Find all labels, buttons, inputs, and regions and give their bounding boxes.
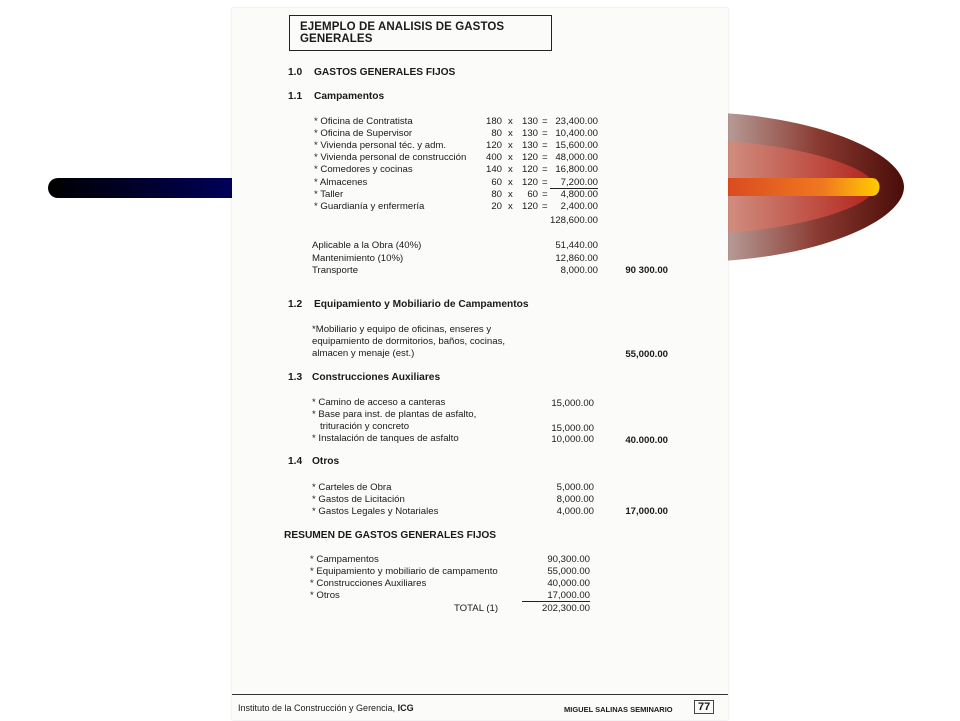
otros-total: 17,000.00: [625, 506, 668, 517]
campamentos-item-area: 60: [491, 176, 502, 188]
section-number-1-3: 1.3: [288, 372, 303, 383]
equals-sign: =: [542, 152, 548, 164]
campamentos-subtotal: 128,600.00: [549, 215, 598, 226]
campamentos-item-rate: 120: [521, 164, 538, 176]
campamentos-total: 90 300.00: [625, 265, 668, 276]
campamentos-item-rate: 130: [521, 140, 538, 152]
times-sign: x: [508, 140, 513, 152]
summary-item-value: 55,000.00: [547, 566, 590, 577]
construcciones-row-1: * Camino de acceso a canteras: [312, 397, 446, 408]
construcciones-total: 40.000.00: [625, 435, 668, 446]
construcciones-value-1: 15,000.00: [551, 398, 594, 409]
construcciones-row-4: * Instalación de tanques de asfalto: [312, 433, 459, 444]
times-sign: x: [508, 176, 513, 188]
campamentos-item-area: 400: [485, 152, 502, 164]
summary-item-name: * Construcciones Auxiliares: [310, 578, 427, 589]
equals-sign: =: [542, 128, 548, 140]
construcciones-row-2: * Base para inst. de plantas de asfalto,: [312, 409, 477, 420]
campamentos-item-area: 20: [491, 200, 502, 212]
section-number-1-4: 1.4: [288, 456, 303, 467]
otros-item-name: * Gastos Legales y Notariales: [312, 506, 439, 517]
footer-author: MIGUEL SALINAS SEMINARIO: [564, 705, 673, 714]
equals-sign: =: [542, 116, 548, 127]
equipamiento-total: 55,000.00: [625, 349, 668, 360]
section-number-1-0: 1.0: [288, 67, 303, 78]
otros-item-value: 4,000.00: [556, 506, 594, 517]
campamentos-item-name: * Oficina de Supervisor: [314, 128, 413, 140]
campamentos-extra-value: 8,000.00: [560, 265, 598, 276]
times-sign: x: [508, 152, 513, 164]
times-sign: x: [508, 164, 513, 176]
summary-title: RESUMEN DE GASTOS GENERALES FIJOS: [284, 530, 497, 541]
campamentos-extra-value: 12,860.00: [555, 252, 598, 264]
otros-item-value: 8,000.00: [556, 494, 594, 505]
summary-item-name: * Otros: [310, 590, 340, 601]
campamentos-item-value: 4,800.00: [560, 188, 598, 200]
campamentos-item-rate: 120: [521, 176, 538, 188]
construcciones-value-4: 10,000.00: [551, 434, 594, 445]
campamentos-item-area: 80: [491, 188, 502, 200]
equals-sign: =: [542, 164, 548, 176]
campamentos-item-value: 2,400.00: [560, 200, 598, 212]
campamentos-item-value: 48,000.00: [555, 152, 598, 164]
section-title-1-1: Campamentos: [314, 91, 385, 102]
equals-sign: =: [542, 176, 548, 188]
campamentos-item-rate: 120: [521, 152, 538, 164]
equals-sign: =: [542, 200, 548, 212]
campamentos-extra-name: Aplicable a la Obra (40%): [312, 240, 422, 251]
section-title-1-3: Construcciones Auxiliares: [312, 372, 441, 383]
campamentos-extra-name: Mantenimiento (10%): [312, 252, 404, 264]
equipamiento-line-2: equipamiento de dormitorios, baños, cocinas,: [312, 336, 506, 347]
page-number: 77: [694, 700, 714, 714]
campamentos-item-name: * Guardianía y enfermería: [314, 200, 425, 212]
otros-item-name: * Carteles de Obra: [312, 482, 392, 493]
campamentos-item-name: * Comedores y cocinas: [314, 164, 413, 176]
campamentos-extra-name: Transporte: [312, 265, 359, 276]
campamentos-item-name: * Almacenes: [314, 176, 368, 188]
campamentos-item-value: 16,800.00: [555, 164, 598, 176]
section-title-1-2: Equipamiento y Mobiliario de Campamentos: [314, 299, 529, 310]
campamentos-item-name: * Vivienda personal téc. y adm.: [314, 140, 447, 152]
times-sign: x: [508, 200, 513, 212]
campamentos-item-name: * Oficina de Contratista: [314, 116, 413, 127]
construcciones-value-3: 15,000.00: [551, 423, 594, 434]
campamentos-item-rate: 120: [521, 200, 538, 212]
construcciones-row-3: trituración y concreto: [320, 421, 410, 432]
section-title-1-4: Otros: [312, 456, 340, 467]
campamentos-item-area: 180: [485, 116, 502, 127]
campamentos-item-rate: 130: [521, 128, 538, 140]
campamentos-item-value: 7,200.00: [550, 177, 598, 189]
campamentos-item-rate: 130: [521, 116, 538, 127]
times-sign: x: [508, 128, 513, 140]
equipamiento-line-3: almacen y menaje (est.): [312, 348, 415, 359]
section-number-1-1: 1.1: [288, 91, 303, 102]
section-title-1-0: GASTOS GENERALES FIJOS: [314, 67, 456, 78]
document-page: [232, 8, 728, 720]
campamentos-item-area: 140: [485, 164, 502, 176]
summary-item-value: 90,300.00: [547, 554, 590, 565]
campamentos-item-area: 120: [485, 140, 502, 152]
section-number-1-2: 1.2: [288, 299, 303, 310]
campamentos-extra-value: 51,440.00: [555, 240, 598, 251]
campamentos-item-rate: 60: [527, 188, 538, 200]
times-sign: x: [508, 188, 513, 200]
summary-total-value: 202,300.00: [541, 603, 590, 614]
document-title: EJEMPLO DE ANALISIS DE GASTOS GENERALES: [289, 15, 552, 51]
campamentos-item-value: 23,400.00: [555, 116, 598, 127]
equipamiento-line-1: *Mobiliario y equipo de oficinas, enseres y: [312, 324, 492, 335]
summary-item-value: 17,000.00: [522, 590, 590, 602]
otros-item-name: * Gastos de Licitación: [312, 494, 405, 505]
summary-item-name: * Campamentos: [310, 554, 379, 565]
otros-item-value: 5,000.00: [556, 482, 594, 493]
equals-sign: =: [542, 140, 548, 152]
footer-institution-text: Instituto de la Construcción y Gerencia,: [238, 703, 396, 713]
footer-institution-abbr: ICG: [397, 703, 414, 713]
page-footer: [232, 694, 728, 721]
times-sign: x: [508, 116, 513, 127]
summary-item-value: 40,000.00: [547, 578, 590, 589]
summary-total-label: TOTAL (1): [454, 603, 499, 614]
campamentos-item-value: 15,600.00: [555, 140, 598, 152]
footer-institution: [238, 703, 414, 713]
summary-item-name: * Equipamiento y mobiliario de campamento: [310, 566, 498, 577]
decorative-bar-left: [48, 178, 248, 198]
campamentos-item-value: 10,400.00: [555, 128, 598, 140]
campamentos-item-area: 80: [491, 128, 502, 140]
campamentos-item-name: * Taller: [314, 188, 344, 200]
equals-sign: =: [542, 188, 548, 200]
campamentos-item-name: * Vivienda personal de construcción: [314, 152, 467, 164]
